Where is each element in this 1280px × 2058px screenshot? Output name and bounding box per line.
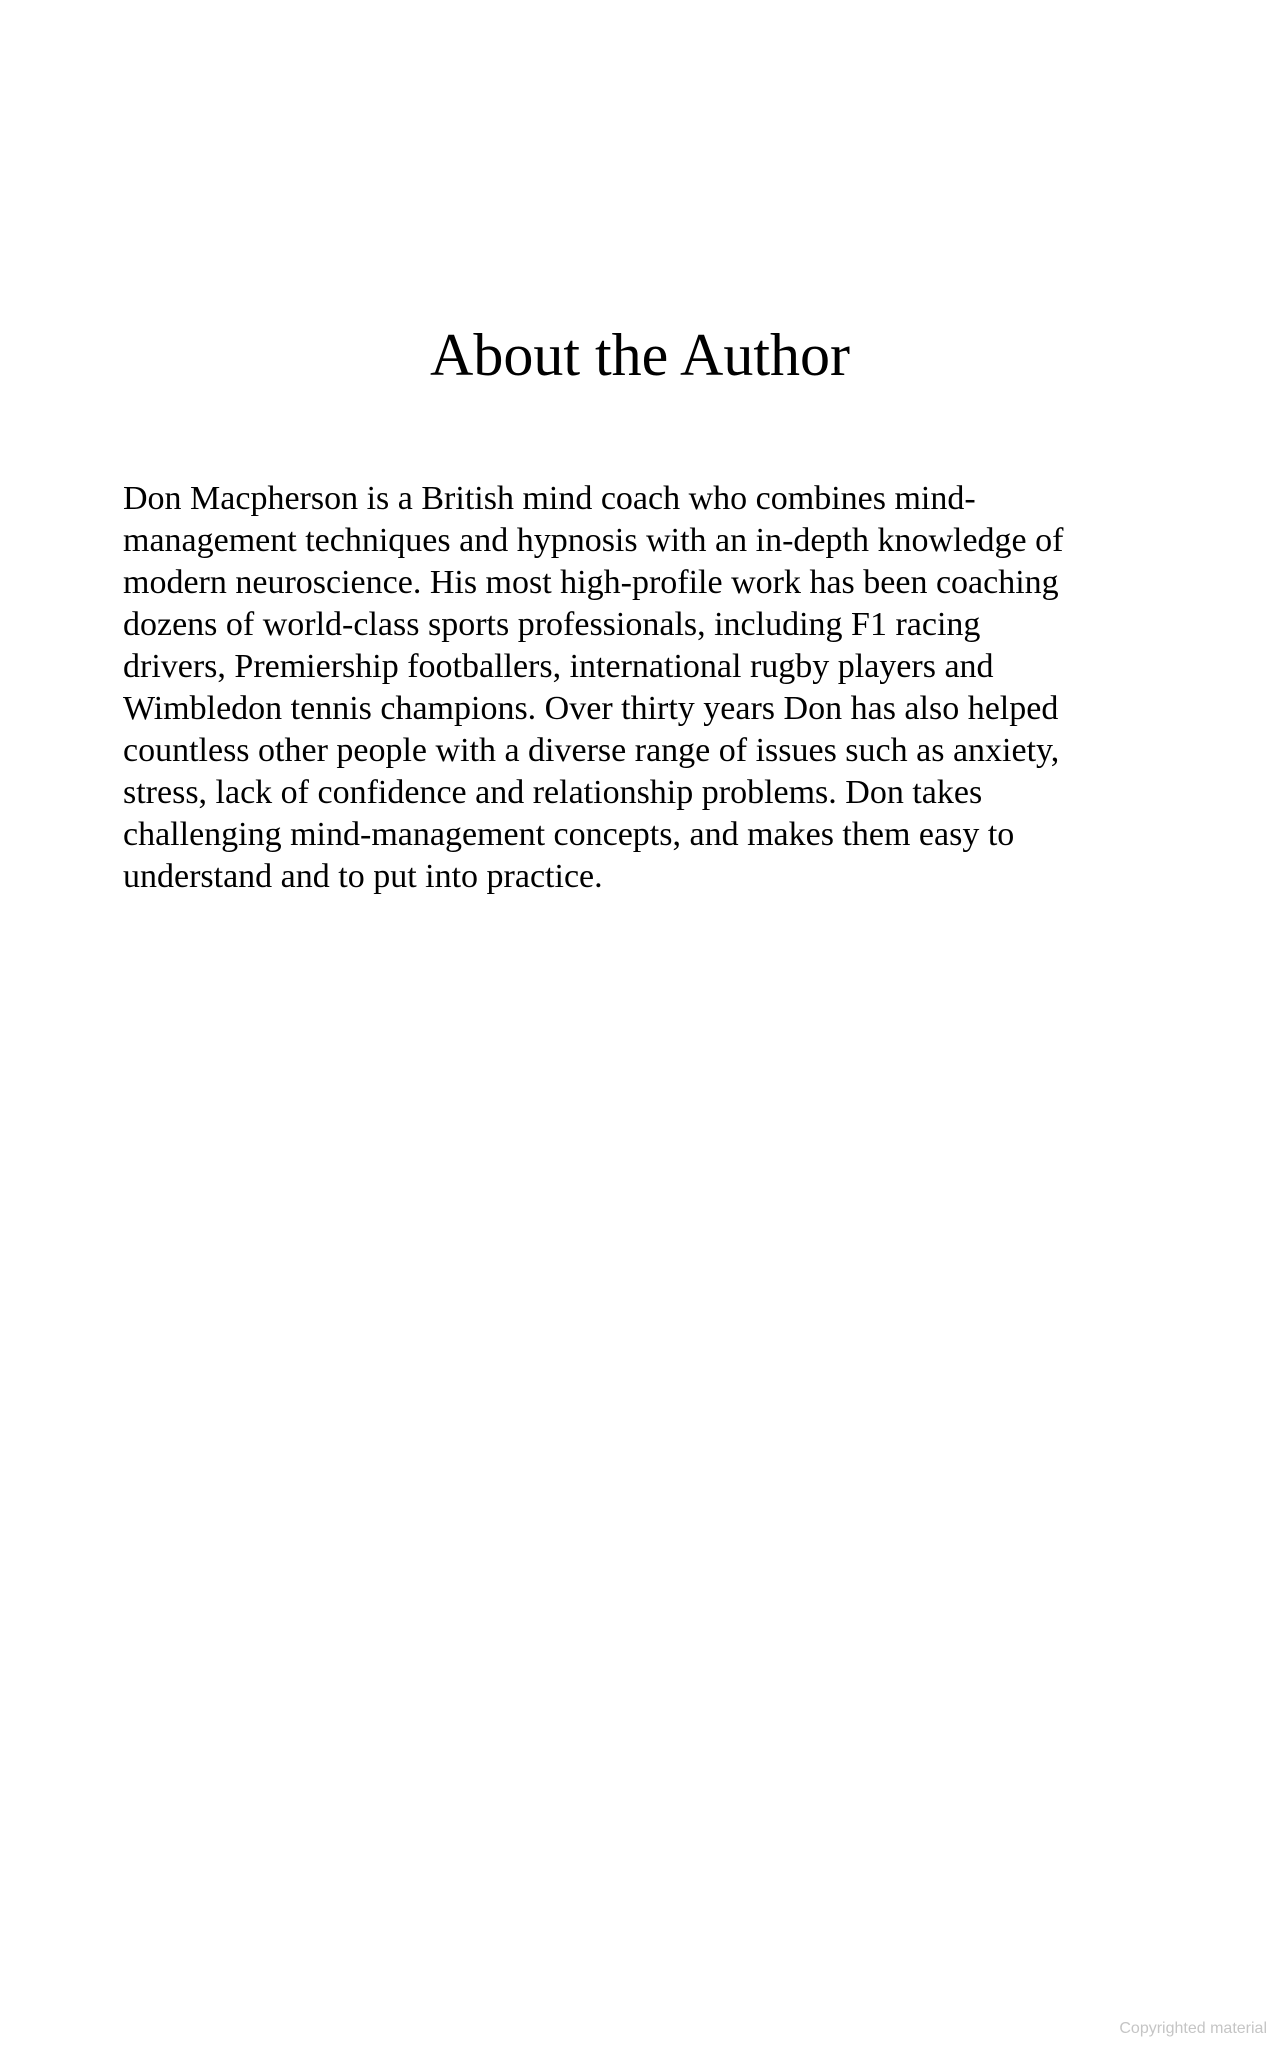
page-title: About the Author (430, 322, 850, 389)
paragraph-line: dozens of world-class sports professionals, including F1 racing (123, 606, 981, 643)
paragraph-line: countless other people with a diverse range of issues such as anxiety, (123, 732, 1060, 769)
paragraph-line: stress, lack of confidence and relationship problems. Don takes (123, 774, 983, 811)
paragraph-line: Wimbledon tennis champions. Over thirty years Don has also helped (123, 690, 1059, 727)
paragraph-line: Don Macpherson is a British mind coach who combines mind- (123, 480, 976, 517)
paragraph-line: drivers, Premiership footballers, international rugby players and (123, 648, 994, 685)
paragraph-line: challenging mind-management concepts, and makes them easy to (123, 816, 1015, 853)
about-author-paragraph (123, 478, 1178, 898)
paragraph-line: modern neuroscience. His most high-profile work has been coaching (123, 564, 1059, 601)
paragraph-line: management techniques and hypnosis with an in-depth knowledge of (123, 522, 1064, 559)
paragraph-line: understand and to put into practice. (123, 858, 603, 895)
copyright-watermark: Copyrighted material (1119, 2020, 1267, 2037)
